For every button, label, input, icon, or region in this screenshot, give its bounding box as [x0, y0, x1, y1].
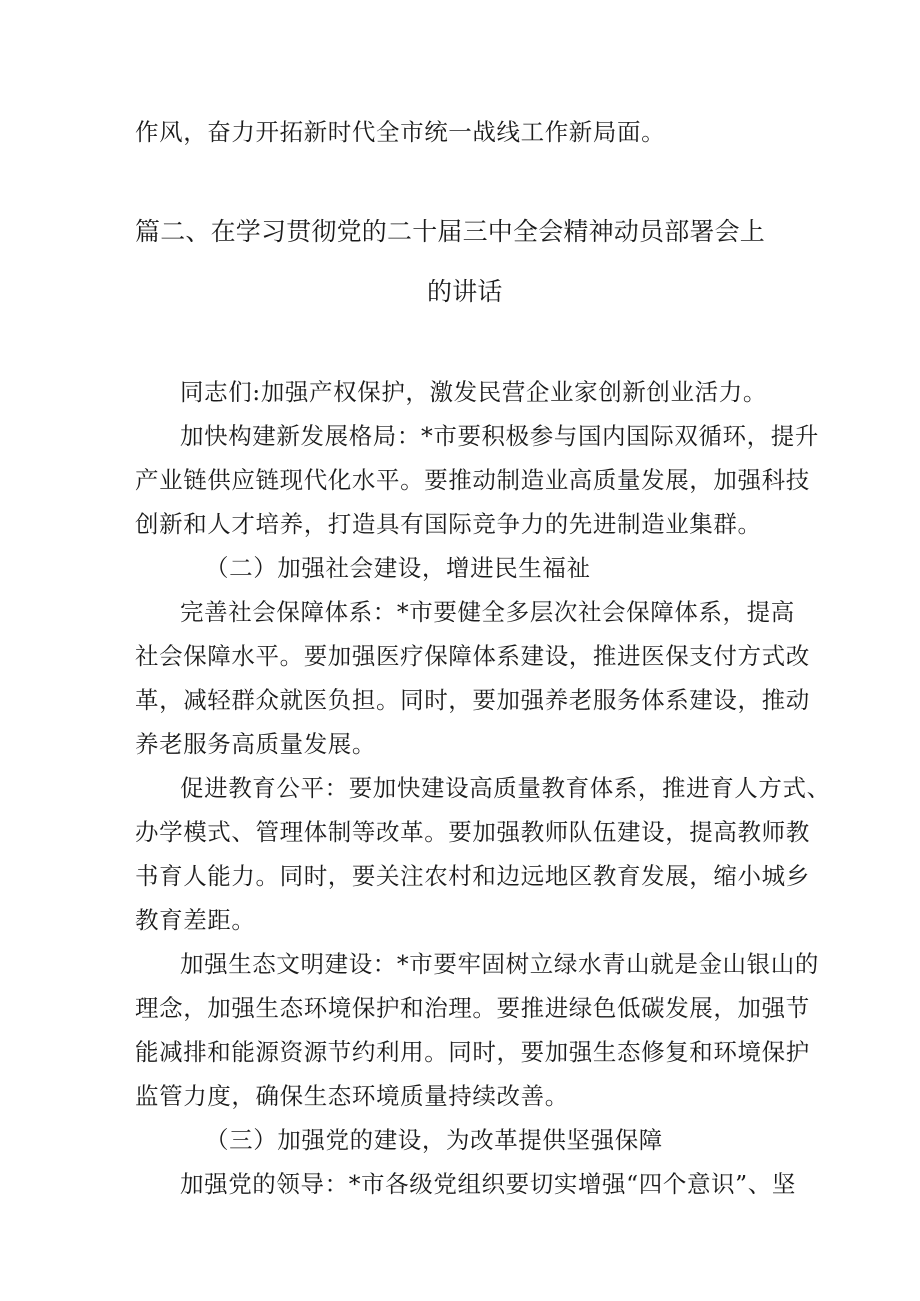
paragraph-line: 完善社会保障体系：*市要健全多层次社会保障体系，提高 — [180, 598, 795, 626]
paragraph-line: 监管力度，确保生态环境质量持续改善。 — [135, 1082, 569, 1110]
paragraph-line: 养老服务高质量发展。 — [135, 730, 376, 758]
paragraph-line: 社会保障水平。要加强医疗保障体系建设，推进医保支付方式改 — [135, 642, 810, 670]
paragraph-line: 理念，加强生态环境保护和治理。要推进绿色低碳发展，加强节 — [135, 994, 810, 1022]
paragraph-line: 作风，奋力开拓新时代全市统一战线工作新局面。 — [135, 118, 666, 146]
paragraph-line: 同志们:加强产权保护，激发民营企业家创新创业活力。 — [180, 378, 767, 406]
paragraph-line: 产业链供应链现代化水平。要推动制造业高质量发展，加强科技 — [135, 466, 810, 494]
paragraph-line: 创新和人才培养，打造具有国际竞争力的先进制造业集群。 — [135, 510, 762, 538]
paragraph-line: 加快构建新发展格局：*市要积极参与国内国际双循环，提升 — [180, 422, 819, 450]
paragraph-line: 促进教育公平：要加快建设高质量教育体系，推进育人方式、 — [180, 774, 831, 802]
paragraph-line: 加强生态文明建设：*市要牢固树立绿水青山就是金山银山的 — [180, 950, 819, 978]
paragraph-line: 加强党的领导：*市各级党组织要切实增强“四个意识”、坚 — [180, 1170, 796, 1198]
paragraph-line: 能减排和能源资源节约利用。同时，要加强生态修复和环境保护 — [135, 1038, 810, 1066]
section-title-line-2: 的讲话 — [427, 277, 503, 306]
subheading-line: （三）加强党的建设，为改革提供坚强保障 — [205, 1126, 663, 1154]
paragraph-line: 办学模式、管理体制等改革。要加强教师队伍建设，提高教师教 — [135, 818, 810, 846]
paragraph-line: 教育差距。 — [135, 906, 256, 934]
section-title-line-1: 篇二、在学习贯彻党的二十届三中全会精神动员部署会上 — [135, 217, 766, 246]
subheading-line: （二）加强社会建设，增进民生福祉 — [205, 554, 591, 582]
paragraph-line: 书育人能力。同时，要关注农村和边远地区教育发展，缩小城乡 — [135, 862, 810, 890]
paragraph-line: 革，减轻群众就医负担。同时，要加强养老服务体系建设，推动 — [135, 686, 810, 714]
